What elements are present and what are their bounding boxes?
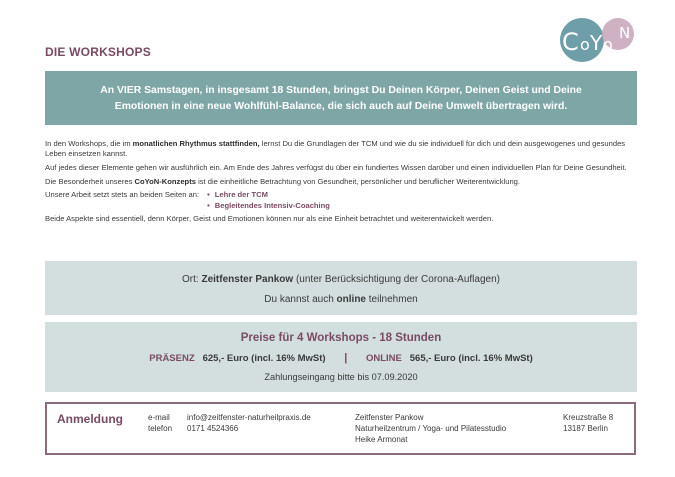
venue-line: Ort: Zeitfenster Pankow (unter Berücksichtigung der Corona-Auflagen) [182,274,500,285]
banner-line: An VIER Samstagen, in insgesamt 18 Stunden, bringst Du Deinen Körper, Deinen Geist und Deine [100,85,582,96]
pillar-item: • Lehre der TCM [207,190,330,200]
price-separator: | [344,352,348,364]
paragraph: In den Workshops, die im monatlichen Rhythmus stattfinden, lernst Du die Grundlagen der TCM und wie du sie individuell für dich und dein ausgewogenes und gesundes Leben einsetzen kannst. [45,139,626,159]
logo-letter: N [619,24,631,42]
phone-number[interactable]: 0171 4524366 [187,424,239,433]
page-title: DIE WORKSHOPS [45,45,151,59]
paragraph: Die Besonderheit unseres CoYoN-Konzepts ist die einheitliche Betrachtung von Gesundheit, persönlicher und beruflicher Weiterentwicklung. [45,176,520,186]
prices-title: Preise für 4 Workshops - 18 Stunden [240,332,442,344]
payment-deadline: Zahlungseingang bitte bis 07.09.2020 [264,372,418,382]
pillars-intro: Unsere Arbeit setzt stets an beiden Seiten an: [45,190,200,200]
online-label: ONLINE [365,353,402,364]
venue-name: Zeitfenster Pankow [201,274,294,285]
pillars-list [207,190,330,210]
price-row [45,350,637,367]
logo-letter: Y [590,31,603,55]
pillars-block [45,190,645,210]
venue-box [45,261,637,315]
coyon-logo [556,16,640,64]
email-link[interactable]: info@zeitfenster-naturheilpraxis.de [187,413,311,422]
paragraph: Auf jedes dieser Elemente gehen wir ausführlich ein. Am Ende des Jahres verfügst du über ein fundiertes Wissen darüber und einen individuellen Plan für Deine Gesundheit. [45,162,627,172]
address: Kreuzstraße 8 13187 Berlin [563,413,614,433]
online-price: 565,- Euro (incl. 16% MwSt) [409,353,533,364]
highlight: monatlichen Rhythmus stattfinden, [132,139,260,148]
contact-values [187,412,311,434]
banner-line: Emotionen in eine neue Wohlfühl-Balance, die sich auch auf Deine Umwelt übertragen wird. [114,100,568,112]
logo-letter: o [603,35,613,54]
logo-letter: C [562,28,579,56]
contact-labels: e-mail telefon [148,413,173,433]
body-text [45,139,645,228]
organization: Zeitfenster Pankow Naturheilzentrum / Yoga- und Pilatesstudio Heike Armonat [355,413,507,444]
registration-label: Anmeldung [57,412,123,426]
presence-price: 625,- Euro (incl. 16% MwSt) [202,353,326,364]
registration-box [45,402,636,455]
online-line: Du kannst auch online teilnehmen [264,294,418,305]
prices-box [45,322,637,392]
intro-banner [45,71,637,125]
highlight: CoYoN-Konzepts [134,176,196,186]
logo-letter: o [580,35,590,54]
presence-label: PRÄSENZ [149,353,195,364]
online-word: online [336,294,366,305]
paragraph: Beide Aspekte sind essentiell, denn Körper, Geist und Emotionen können nur als eine Einheit betrachtet und weiterentwickelt werden. [45,214,494,224]
pillar-item: • Begleitendes Intensiv-Coaching [207,201,330,211]
